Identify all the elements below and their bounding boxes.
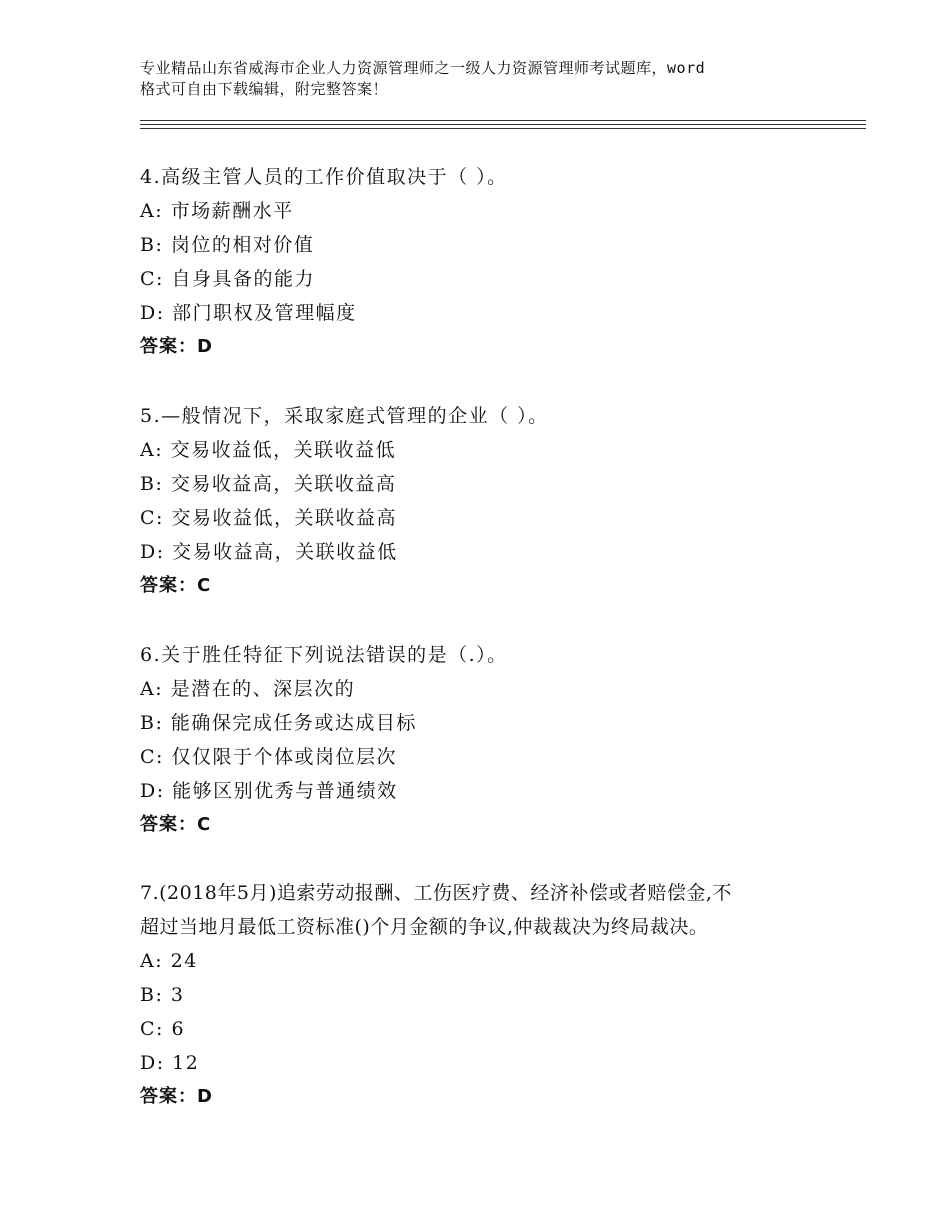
- answer: 答案：C: [140, 814, 212, 835]
- option-d: D: 能够区别优秀与普通绩效: [140, 780, 398, 802]
- option-d: D: 12: [140, 1052, 200, 1074]
- option-b: B: 交易收益高，关联收益高: [140, 473, 397, 495]
- question-block: [140, 638, 860, 842]
- header-line-1: 专业精品山东省威海市企业人力资源管理师之一级人力资源管理师考试题库，word: [140, 59, 706, 77]
- question-stem: 6.关于胜任特征下列说法错误的是（.）。: [140, 644, 508, 666]
- answer: 答案：D: [140, 1086, 213, 1107]
- option-c: C: 自身具备的能力: [140, 268, 315, 290]
- answer: 答案：C: [140, 575, 212, 596]
- option-b: B: 能确保完成任务或达成目标: [140, 712, 417, 734]
- question-stem-line-2: 超过当地月最低工资标准()个月金额的争议,仲裁裁决为终局裁决。: [140, 916, 709, 938]
- answer: 答案：D: [140, 336, 213, 357]
- header-divider: [140, 128, 866, 129]
- option-c: C: 仅仅限于个体或岗位层次: [140, 746, 397, 768]
- question-block: [140, 399, 860, 603]
- option-c: C: 6: [140, 1018, 186, 1040]
- question-stem-line-1: 7.(2018年5月)追索劳动报酬、工伤医疗费、经济补偿或者赔偿金,不: [140, 882, 732, 904]
- option-a: A: 是潜在的、深层次的: [140, 678, 356, 700]
- header-divider: [140, 120, 866, 121]
- option-c: C: 交易收益低，关联收益高: [140, 507, 397, 529]
- option-a: A: 市场薪酬水平: [140, 200, 294, 222]
- option-b: B: 3: [140, 984, 185, 1006]
- option-d: D: 交易收益高，关联收益低: [140, 541, 398, 563]
- question-block: [140, 160, 860, 364]
- question-stem: 4.高级主管人员的工作价值取决于（ ）。: [140, 166, 508, 188]
- question-stem: 5.—般情况下，采取家庭式管理的企业（ ）。: [140, 405, 549, 427]
- option-a: A: 交易收益低，关联收益低: [140, 439, 397, 461]
- option-b: B: 岗位的相对价值: [140, 234, 315, 256]
- header-line-2: 格式可自由下载编辑，附完整答案！: [140, 80, 389, 98]
- option-d: D: 部门职权及管理幅度: [140, 302, 357, 324]
- option-a: A: 24: [140, 950, 198, 972]
- question-block: [140, 876, 860, 1114]
- header-divider: [140, 124, 866, 125]
- document-header: [140, 58, 860, 100]
